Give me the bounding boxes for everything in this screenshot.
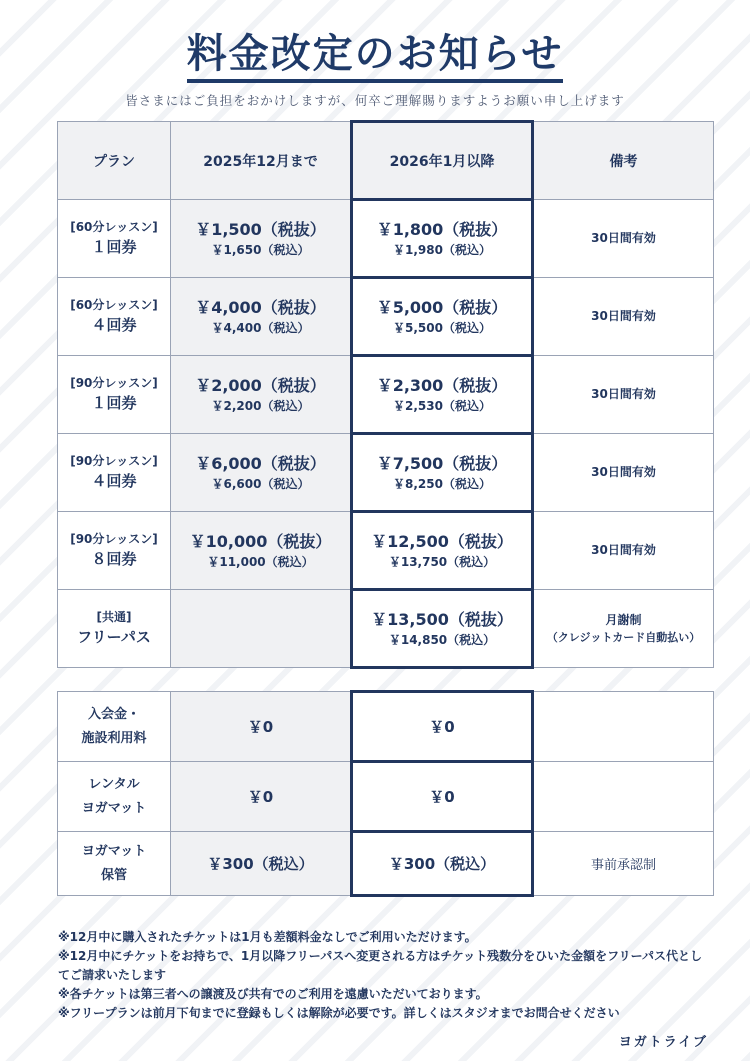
fee-label: 入会金・ 施設利用料 — [58, 692, 171, 762]
new-price-sub: ￥5,500（税込） — [393, 320, 491, 335]
new-price-main: ￥7,500（税抜） — [376, 453, 508, 473]
plan-name: フリーパス — [77, 628, 151, 646]
new-price-main: ￥13,500（税抜） — [371, 609, 513, 629]
plan-tag: [90分レッスン] — [70, 532, 158, 546]
new-price-sub: ￥8,250（税込） — [393, 476, 491, 491]
new-price-cell — [352, 200, 533, 278]
header-new-price: 2026年1月以降 — [352, 122, 533, 200]
footnote: ※各チケットは第三者への譲渡及び共有でのご利用を遠慮いただいております。 — [58, 987, 488, 1001]
new-price-sub: ￥2,530（税込） — [393, 398, 491, 413]
old-price-main: ￥6,000（税抜） — [195, 453, 326, 473]
footnotes — [58, 928, 708, 1023]
table-row — [58, 200, 714, 278]
plan-cell — [58, 512, 171, 590]
fee-old: ￥0 — [171, 762, 352, 832]
table-row — [58, 512, 714, 590]
new-price-sub: ￥13,750（税込） — [388, 554, 496, 569]
page-subtitle: 皆さまにはご負担をおかけしますが、何卒ご理解賜りますようお願い申し上げます — [125, 93, 625, 108]
plan-name: ４回券 — [91, 472, 137, 490]
fee-row — [58, 692, 714, 762]
plan-tag: [90分レッスン] — [70, 454, 158, 468]
price-table — [57, 120, 714, 669]
footnote: ※12月中にチケットをお持ちで、1月以降フリーパスへ変更される方はチケット残数分をひいた金額をフリーパス代としてご請求いたします — [58, 949, 703, 982]
fee-new: ￥0 — [352, 762, 533, 832]
table-row — [58, 434, 714, 512]
brand-name: ヨガトライブ — [618, 1035, 708, 1050]
new-price-main: ￥1,800（税抜） — [376, 219, 508, 239]
plan-name: １回券 — [91, 238, 137, 256]
plan-tag: [60分レッスン] — [70, 298, 158, 312]
note-cell: 30日間有効 — [533, 434, 714, 512]
old-price-cell — [171, 356, 352, 434]
new-price-cell — [352, 512, 533, 590]
fee-new: ￥300（税込） — [352, 832, 533, 896]
old-price-sub: ￥11,000（税込） — [207, 554, 314, 569]
note-main: 月謝制 — [605, 612, 642, 627]
old-price-cell — [171, 200, 352, 278]
fee-row — [58, 832, 714, 896]
old-price-main: ￥2,000（税抜） — [195, 375, 326, 395]
old-price-cell — [171, 278, 352, 356]
new-price-sub: ￥1,980（税込） — [393, 242, 491, 257]
plan-cell — [58, 434, 171, 512]
note-cell — [533, 590, 714, 668]
new-price-cell — [352, 278, 533, 356]
table-row — [58, 278, 714, 356]
footnote: ※フリープランは前月下旬までに登録もしくは解除が必要です。詳しくはスタジオまでお問合せください — [58, 1006, 620, 1020]
plan-tag: [90分レッスン] — [70, 376, 158, 390]
fee-table — [57, 690, 714, 897]
plan-cell — [58, 590, 171, 668]
header-plan: プラン — [58, 122, 171, 200]
note-cell: 30日間有効 — [533, 512, 714, 590]
fee-new: ￥0 — [352, 692, 533, 762]
old-price-cell — [171, 512, 352, 590]
new-price-main: ￥5,000（税抜） — [376, 297, 508, 317]
new-price-main: ￥12,500（税抜） — [371, 531, 513, 551]
old-price-cell-empty — [171, 590, 352, 668]
old-price-sub: ￥6,600（税込） — [211, 476, 310, 491]
old-price-main: ￥1,500（税抜） — [195, 219, 326, 239]
fee-note — [533, 762, 714, 832]
new-price-cell — [352, 590, 533, 668]
header-old-price: 2025年12月まで — [171, 122, 352, 200]
fee-note — [533, 692, 714, 762]
note-cell: 30日間有効 — [533, 200, 714, 278]
old-price-main: ￥10,000（税抜） — [189, 531, 332, 551]
plan-cell — [58, 278, 171, 356]
page-title: 料金改定のお知らせ — [0, 22, 750, 79]
fee-note: 事前承認制 — [533, 832, 714, 896]
header-note: 備考 — [533, 122, 714, 200]
new-price-sub: ￥14,850（税込） — [388, 632, 496, 647]
note-cell: 30日間有効 — [533, 356, 714, 434]
new-price-main: ￥2,300（税抜） — [376, 375, 508, 395]
table-header-row — [58, 122, 714, 200]
footnote: ※12月中に購入されたチケットは1月も差額料金なしでご利用いただけます。 — [58, 930, 477, 944]
fee-label: レンタル ヨガマット — [58, 762, 171, 832]
old-price-sub: ￥1,650（税込） — [211, 242, 310, 257]
plan-name: １回券 — [91, 394, 137, 412]
new-price-cell — [352, 434, 533, 512]
fee-old: ￥0 — [171, 692, 352, 762]
note-sub: （クレジットカード自動払い） — [546, 630, 701, 644]
old-price-sub: ￥2,200（税込） — [211, 398, 310, 413]
fee-label: ヨガマット 保管 — [58, 832, 171, 896]
plan-name: ４回券 — [91, 316, 137, 334]
plan-name: ８回券 — [91, 550, 137, 568]
new-price-cell — [352, 356, 533, 434]
plan-cell — [58, 356, 171, 434]
plan-tag: [60分レッスン] — [70, 220, 158, 234]
old-price-sub: ￥4,400（税込） — [211, 320, 310, 335]
table-row — [58, 356, 714, 434]
old-price-cell — [171, 434, 352, 512]
plan-tag: [共通] — [96, 610, 132, 624]
table-row-freepass — [58, 590, 714, 668]
note-cell: 30日間有効 — [533, 278, 714, 356]
fee-row — [58, 762, 714, 832]
fee-old: ￥300（税込） — [171, 832, 352, 896]
old-price-main: ￥4,000（税抜） — [195, 297, 326, 317]
plan-cell — [58, 200, 171, 278]
